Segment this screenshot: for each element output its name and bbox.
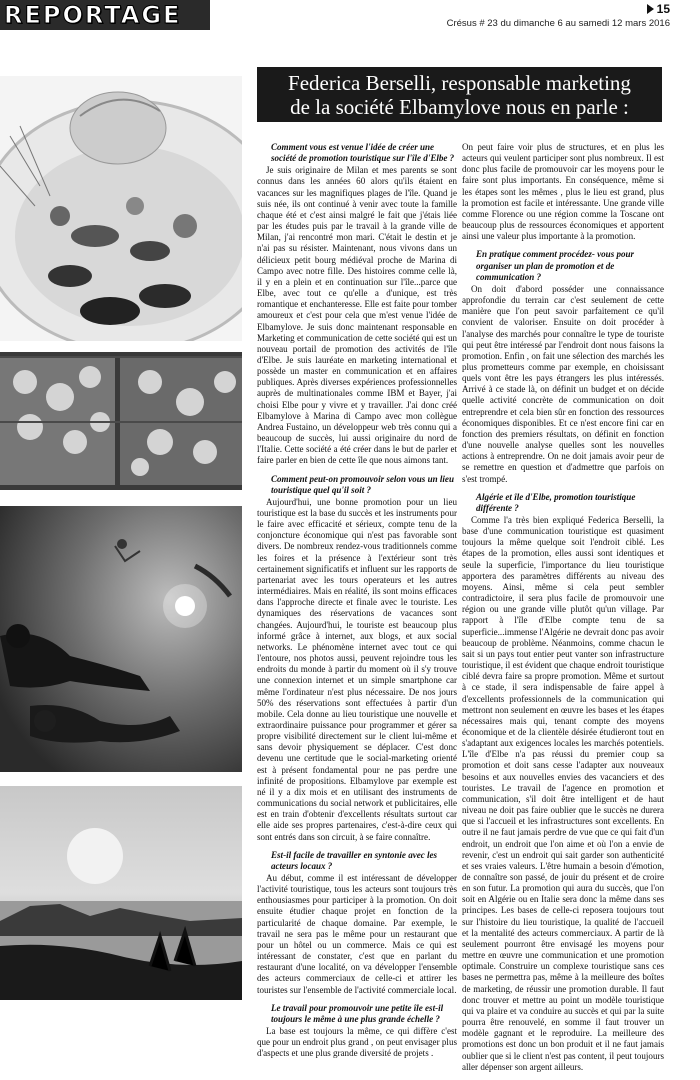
section-header-bar [0, 0, 210, 30]
question-3: Est-il facile de travailler en syntonie avec les acteurs locaux ? [271, 849, 438, 871]
question-4: Le travail pour promouvoir une petite île est-il toujours le même à une plus grande échelle ? [271, 1002, 444, 1024]
question-2: Comment peut-on promouvoir selon vous un lieu touristique quel qu'il soit ? [271, 473, 454, 495]
page-number [647, 2, 670, 16]
article-title [257, 67, 662, 122]
triangle-icon [647, 4, 654, 14]
question-5: En pratique comment procédez- vous pour organiser un plan de promotion et de communication ? [476, 249, 635, 282]
answer-4-continued: On peut faire voir plus de structures, et en plus les acteurs qui veulent participer sont plus nombreux. Il est donc plus facile de promouvoir car les moyens pour le faire sont plus importants. En conséquence, même si les étapes sont les mêmes , plus le lieu est grand, plus la promotion est facile et intéressante. Une grande ville comme Florence ou une région comme la Toscane ont beaucoup plus de ressources économiques et apportent ainsi une valeur plus importante à la promotion. [462, 142, 664, 242]
question-1: Comment vous est venue l'idée de créer une société de promotion touristique sur l'île d'Elbe ? [271, 142, 455, 164]
photo-divers-underwater [0, 506, 242, 772]
photo-seafood-plate [0, 76, 242, 341]
answer-5: On doit d'abord posséder une connaissance approfondie du terrain car c'est seulement de cette manière que l'on peut savoir parfaitement ce qu'il convient de valoriser. Ensuite on doit procéder à l'analyse des marchés pour connaître le type de touriste qui peut être intéressé par l'endroit dont nous faisons la promotion. Enfin , on fait une sélection des marchés les plus prometteurs comme par exemple, en choisissant quels vont être les pays étrangers les plus intéressés. Arrivé à ce stade là, on définit un budget et on décide quelle activité concrète de communication on doit entreprendre et cela bien sûr en fonction des ressources économiques disponibles. Et ce n'est encore fini car en fonction des premiers résultats, on définit en fonction d'une nouvelle analyse quelles sont les nouvelles actions à entreprendre. On ne doit jamais avoir peur de se remettre en question et d'admettre que parfois on s'est trompé. [462, 283, 664, 484]
answer-6: Comme l'a très bien expliqué Federica Berselli, la base d'une communication touristique est quasiment toujours la même quelque soit l'endroit ciblé. Les étapes de la promotion, elles aussi sont identiques et seule la superficie, l'importance du lieu touristique apportera des paramètres différents au niveau des moyens. Ainsi, même si cela peut sembler contradictoire, il sera plus facile de promouvoir une région ou une grande ville plutôt qu'un village. Par rapport à l'île d'Elbe compte tenu de sa superficie...immense l'Algérie ne devrait donc pas avoir beaucoup de problème. Néanmoins, comme chacun le sait si un pays tout entier peut vanter son infrastructure touristique, il est évident que chaque endroit touristique ciblé devra faire sa propre promotion. Même et surtout à ce stade, il sera indispensable de faire appel à d'excellents professionnels de la communication qui mettront non seulement en œuvre les bases et les étapes nécessaires mais qui, tenant compte des moyens économique et de la clientèle désirée étudieront tout en s'adaptant aux exigences locales les marchés potentiels. L'île d'Elbe n'a pas réussi du premier coup sa promotion et doit sans cesse l'adapter aux nouveaux besoins et aux nouvelles envies des vacanciers et des touristes. Le travail de l'agence en promotion et communication, s'il doit être intelligent et de haut niveau ne doit pas faire oublier que le succès ne durera que si l'accueil et les infrastructures sont excellents. En outre il ne faut jamais perdre de vue que ce qui fait d'un endroit, un endroit que l'on aime et où l'on a envie de revenir, c'est un endroit qui sait garder son authenticité et ses vraies valeurs. L'être humain a besoin d'émotion, de connaître son passé, de jouir du présent et de croire en son futur. La promotion qui aura du succès, que l'on soit en Algérie ou en Italie sera donc la même dans ses principes. Les bases de celle-ci reposera toujours tout sur l'histoire du lieu touristique, la qualité de l'accueil et la mentalité des acteurs commerciaux. A partir de là seulement pourront être envisagé les moyens pour mettre en œuvre une communication et une promotion optimale. Construire un complexe touristique sans ces bases ne permettra pas, même à la meilleure des boîtes de marketing, de réussir une promotion durable. Il faut donc trouver et mettre au point un modèle touristique qui va plaire et va conduire au succès et qui par la suite pourra être renouvelé, en somme il faut trouver un modèle gagnant et le reproduire. La meilleure des promotions est donc un bon produit et il ne faut jamais oublier que si le client n'est pas content, il peut toujours aller dépenser son argent ailleurs. [462, 515, 664, 1072]
title-line-1: Federica Berselli, responsable marketing [288, 71, 631, 95]
article-column-2 [462, 142, 664, 1080]
photo-island-sunset [0, 786, 242, 1000]
photo-shellfish-baskets [0, 352, 242, 490]
answer-4: La base est toujours la même, ce qui diffère c'est que pour un endroit plus grand , on peut envisager plus d'aspects et une plus grande diversité de projets . [257, 1026, 457, 1059]
answer-1: Je suis originaire de Milan et mes parents se sont connus dans les années 60 alors qu'ils étaient en vacances sur les magnifiques plages de l'île. Quand je suis née, ils ont continué à venir avec toute la famille chaque été et c'est ainsi malgré le fait que j'étais liée par les études puis par le travail à la grande ville de Milan, j'ai rencontré mon mari. C'était le destin et je n'ai pas su résister. Maintenant, nous vivons dans un délicieux petit bourg médiéval proche de Marina di Campo avec notre fille. Des histoires comme celle là, il y en a plein et en continuation sur l'île...parce que Elbe, avec tout ce qu'elle a d'unique, est très romantique et enchanteresse. Elle est faite pour tomber amoureux et c'est pour cela que m'est venue l'idée de Elbamylove. Je suis donc maintenant responsable en Marketing et communication de cette société qui est un nouveau portail de promotion des activités de l'île d'Elbe. Je suis lauréate en marketing international et possède un master en communication et en affaires publiques. Après diverses expériences professionnelles auprès de multinationales comme IBM et Bayer, j'ai choisi Elbe pour y vivre et y travailler. J'ai donc créé Elbamylove à Marina di Campo avec mon collègue Andrea Fustaino, un développeur web très connu qui a beaucoup de succès, lui aussi originaire du nord de l'Italie. Cette société a été créer dans le but de parler et faire parler en bien de cette île que nous aimons tant. [257, 165, 457, 466]
section-title: REPORTAGE [4, 1, 182, 29]
page-number-text: 15 [656, 2, 670, 16]
question-6: Algérie et île d'Elbe, promotion touristique différente ? [476, 491, 636, 513]
title-line-2: de la société Elbamylove nous en parle : [290, 95, 629, 119]
answer-2: Aujourd'hui, une bonne promotion pour un lieu touristique est la base du succès et les instruments pour le faire avec efficacité et sérieux, compte tenu de la conjoncture économique qui n'est pas favorable sont divers. De nombreux rendez-vous traditionnels comme les foires et la présence à l'extérieur sont très certainement significatifs et influent sur les rapports de partenariat avec les tours operateurs et les autres intermédiaires. Mais en réalité, ils sont moins efficaces dans l'approche directe et finale avec le touriste. Les dynamiques des réservations de vacances sont changées. Aujourd'hui, le touriste est beaucoup plus informé grâce à internet, aux blogs, et aux social networks. Le phénomène internet avec tout ce qui l'entoure, nos photos aussi, peuvent rejoindre tous les endroits du monde à partir du moment où il s'y trouve une connexion internet et un simple smartphone car même l'ordinateur n'est plus nécessaire. De nos jours 50% des réservations sont effectuées à partir d'un mobile. Cela donne au lieu touristique une nouvelle et extraordinaire puissance pour programmer et gérer sa propre visibilité directement sur le client lui-même et sans devoir physiquement se déplacer. C'est donc devenu une certitude que le social-marketing orienté est à présent fondamental pour ne pas perdre une infinité de propositions. Elbamylove par exemple est né il y a dix mois et en utilisant des instruments de communications du social network et publicitaires, elle est en train d'obtenir d'excellents résultats surtout car elle aide ses propres partenaires, c'est-à-dire ceux qui sont entrés dans son circuit, à se faire connaître. [257, 496, 457, 842]
answer-3: Au début, comme il est intéressant de développer l'activité touristique, tous les acteurs sont toujours très enthousiasmes pour participer à la promotion. On doit ensuite étudier chaque projet en fonction de la particularité de chaque domaine. Par exemple, le travail ne sera pas le même pour un restaurant que pour un hôtel ou un commerce. Mais ce qui est intéressant de constater, c'est que en parlant du restaurant d'une localité, on va développer l'ensemble des acteurs commerciaux de celle-ci et attirer les touristes sur l'ensemble de l'activité commerciale local. [257, 873, 457, 995]
issue-line: Crésus # 23 du dimanche 6 au samedi 12 mars 2016 [446, 18, 670, 29]
article-column-1 [257, 142, 457, 1067]
